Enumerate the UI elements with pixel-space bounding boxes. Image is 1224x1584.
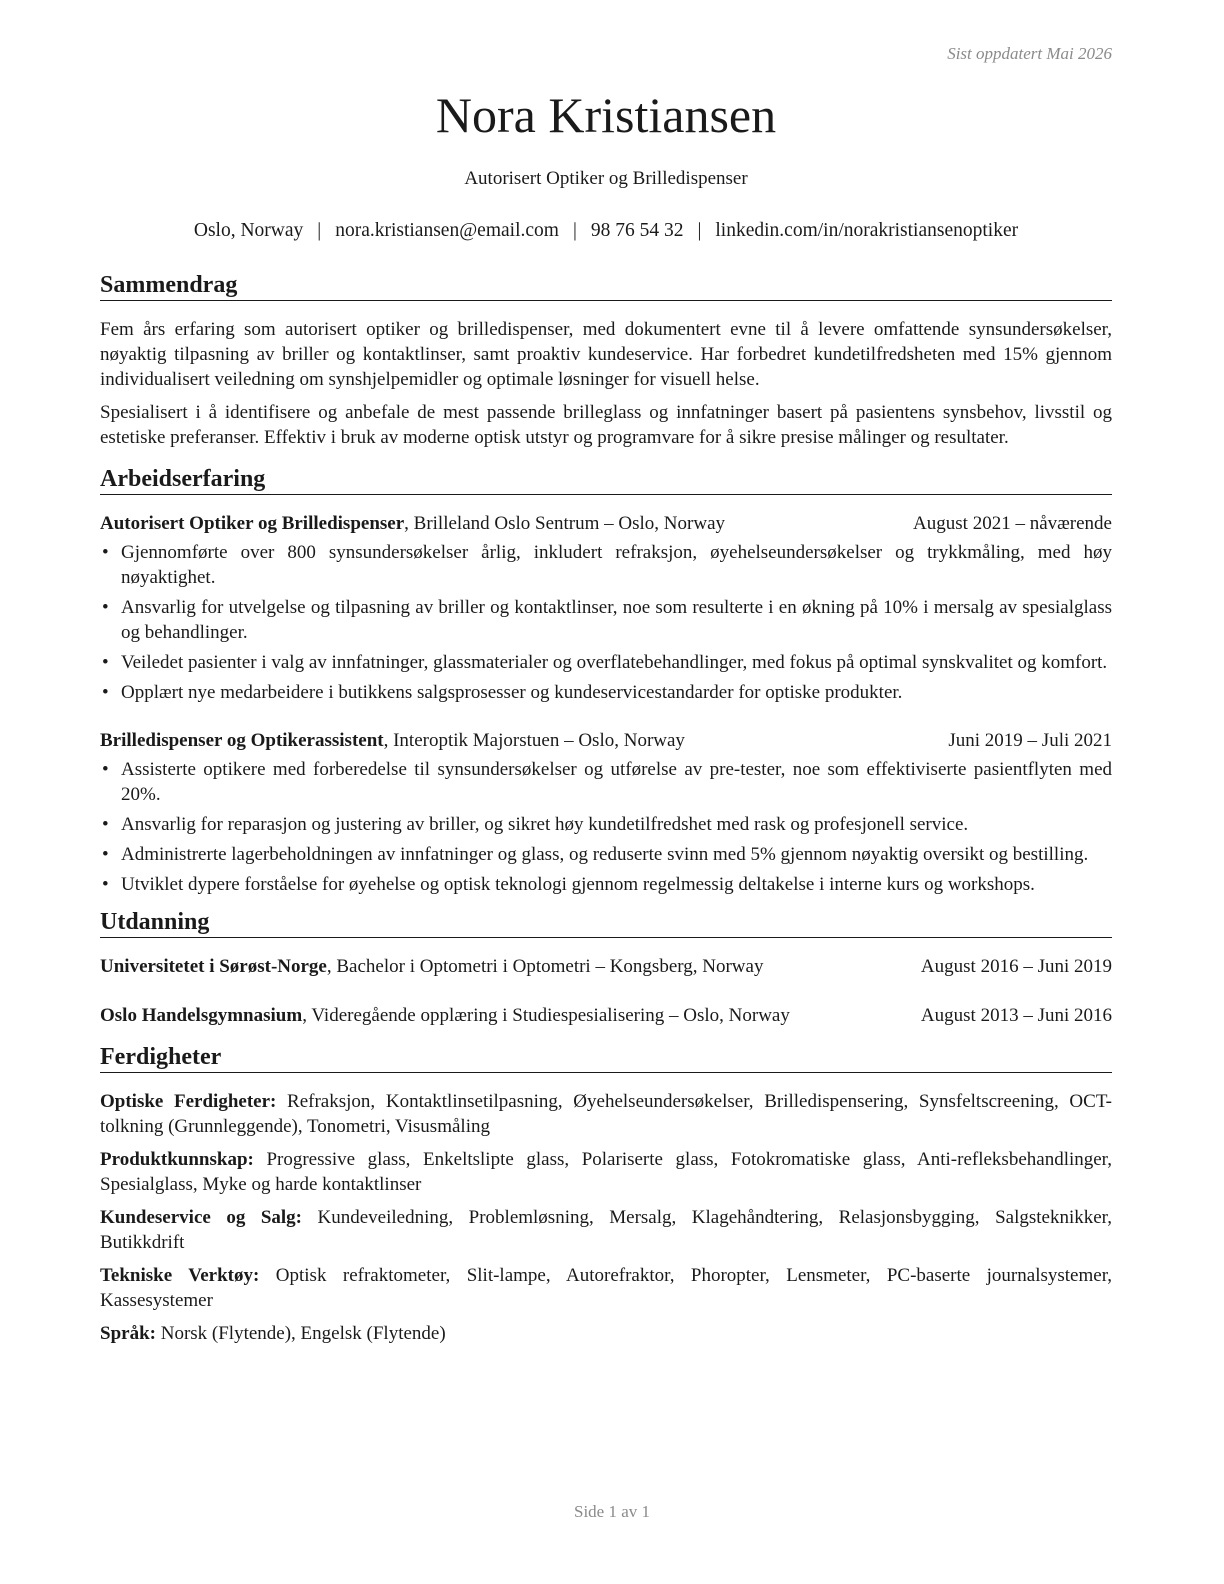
skill-label: Optiske Ferdigheter: bbox=[100, 1091, 277, 1112]
skill-label: Kundeservice og Salg: bbox=[100, 1207, 303, 1228]
job-position bbox=[100, 728, 685, 753]
contact-phone[interactable]: 98 76 54 32 bbox=[590, 220, 684, 241]
summary-paragraph: Fem års erfaring som autorisert optiker og brilledispenser, med dokumentert evne til å levere omfattende synsundersøkelser, nøyaktig tilpasning av briller og kontaktlinser, samt proaktiv kundeservice. Har forbedret kundetilfredsheten med 15% gjennom individualisert veiledning om synshjelpemidler og optimale løsninger for visuell helse. bbox=[100, 319, 1112, 390]
skill-list: Optisk refraktometer, Slit-lampe, Autorefraktor, Phoropter, Lensmeter, PC-baserte journalsystemer, Kassesystemer bbox=[100, 1265, 1113, 1311]
skill-list: Kundeveiledning, Problemløsning, Mersalg, Klagehåndtering, Relasjonsbygging, Salgsteknikker, Butikkdrift bbox=[100, 1207, 1112, 1253]
skill-group bbox=[100, 1205, 1112, 1255]
job-employer: , Brilleland Oslo Sentrum – Oslo, Norway bbox=[404, 513, 726, 534]
skill-group bbox=[100, 1321, 1112, 1346]
job-bullets bbox=[100, 757, 1112, 897]
degree-detail: , Videregående opplæring i Studiespesialisering – Oslo, Norway bbox=[302, 1005, 790, 1026]
degree-detail: , Bachelor i Optometri i Optometri – Kongsberg, Norway bbox=[326, 956, 764, 977]
skill-label: Produktkunnskap: bbox=[100, 1149, 254, 1170]
summary-paragraph: Spesialisert i å identifisere og anbefale de mest passende brilleglass og innfatninger basert på pasientens synsbehov, livsstil og estetiske preferanser. Effektiv i bruk av moderne optisk utstyr og programvare for å sikre presise målinger og resultater. bbox=[100, 402, 1112, 448]
list-item: • Gjennomførte over 800 synsundersøkelser årlig, inkludert refraksjon, øyehelseundersøkelser og trykkmåling, med høy nøyaktighet. bbox=[100, 540, 1112, 590]
education-dates: August 2016 – Juni 2019 bbox=[920, 956, 1112, 977]
skill-label: Språk: bbox=[100, 1323, 156, 1344]
skill-list: Progressive glass, Enkeltslipte glass, Polariserte glass, Fotokromatiske glass, Anti-refleksbehandlinger, Spesialglass, Myke og harde kontaktlinser bbox=[100, 1149, 1112, 1195]
education-info bbox=[100, 954, 763, 979]
job-position bbox=[100, 511, 725, 536]
summary-section bbox=[100, 270, 1112, 450]
section-heading: Arbeidserfaring bbox=[100, 464, 1112, 495]
resume-content bbox=[100, 270, 1112, 1354]
contact-linkedin[interactable]: linkedin.com/in/norakristiansenoptiker bbox=[715, 220, 1019, 241]
section-heading: Ferdigheter bbox=[100, 1042, 1112, 1073]
contact-separator: | bbox=[697, 220, 702, 241]
experience-section bbox=[100, 464, 1112, 897]
list-item: • Opplært nye medarbeidere i butikkens salgsprosesser og kundeservicestandarder for optiske produkter. bbox=[100, 680, 1112, 705]
job-dates: August 2021 – nåværende bbox=[913, 513, 1112, 534]
job-title: Autorisert Optiker og Brilledispenser bbox=[100, 513, 405, 534]
skill-group bbox=[100, 1089, 1112, 1139]
skill-group bbox=[100, 1147, 1112, 1197]
last-updated-note: Sist oppdatert Mai 2026 bbox=[947, 44, 1112, 63]
list-item: • Administrerte lagerbeholdningen av innfatninger og glass, og reduserte svinn med 5% gjennom nøyaktig oversikt og bestilling. bbox=[100, 842, 1112, 867]
list-item: • Veiledet pasienter i valg av innfatninger, glassmaterialer og overflatebehandlinger, med fokus på optimal synskvalitet og komfort. bbox=[100, 650, 1112, 675]
skill-label: Tekniske Verktøy: bbox=[100, 1265, 260, 1286]
job-entry bbox=[100, 511, 1112, 705]
education-entry bbox=[100, 954, 1112, 979]
job-dates: Juni 2019 – Juli 2021 bbox=[948, 730, 1112, 751]
education-info bbox=[100, 1003, 790, 1028]
contact-separator: | bbox=[317, 220, 322, 241]
education-dates: August 2013 – Juni 2016 bbox=[920, 1005, 1112, 1026]
section-heading: Utdanning bbox=[100, 907, 1112, 938]
section-heading: Sammendrag bbox=[100, 270, 1112, 301]
job-entry bbox=[100, 728, 1112, 897]
candidate-role: Autorisert Optiker og Brilledispenser bbox=[464, 168, 748, 189]
contact-separator: | bbox=[572, 220, 577, 241]
school-name: Oslo Handelsgymnasium bbox=[100, 1005, 303, 1026]
contact-location: Oslo, Norway bbox=[193, 220, 304, 241]
skill-list: Norsk (Flytende), Engelsk (Flytende) bbox=[155, 1323, 446, 1344]
skill-group bbox=[100, 1263, 1112, 1313]
contact-email[interactable]: nora.kristiansen@email.com bbox=[335, 220, 559, 241]
page-number: Side 1 av 1 bbox=[573, 1502, 651, 1521]
list-item: • Ansvarlig for reparasjon og justering av briller, og sikret høy kundetilfredshet med rask og profesjonell service. bbox=[100, 812, 1112, 837]
education-section bbox=[100, 907, 1112, 1028]
education-entry bbox=[100, 1003, 1112, 1028]
list-item: • Ansvarlig for utvelgelse og tilpasning av briller og kontaktlinser, noe som resulterte i en økning på 10% i mersalg av spesialglass og behandlinger. bbox=[100, 595, 1112, 645]
list-item: • Utviklet dypere forståelse for øyehelse og optisk teknologi gjennom regelmessig deltakelse i interne kurs og workshops. bbox=[100, 872, 1112, 897]
skill-list: Refraksjon, Kontaktlinsetilpasning, Øyehelseundersøkelser, Brilledispensering, Synsfeltscreening, OCT-tolkning (Grunnleggende), Tonometri, Visusmåling bbox=[100, 1091, 1113, 1137]
skills-section bbox=[100, 1042, 1112, 1346]
list-item: • Assisterte optikere med forberedelse til synsundersøkelser og utførelse av pre-tester, noe som effektiviserte pasientflyten med 20%. bbox=[100, 757, 1112, 807]
job-header bbox=[100, 728, 1112, 753]
job-title: Brilledispenser og Optikerassistent bbox=[100, 730, 384, 751]
contact-line bbox=[100, 220, 1112, 242]
job-bullets bbox=[100, 540, 1112, 705]
school-name: Universitetet i Sørøst-Norge bbox=[100, 956, 327, 977]
candidate-name: Nora Kristiansen bbox=[435, 87, 777, 143]
job-header bbox=[100, 511, 1112, 536]
job-employer: , Interoptik Majorstuen – Oslo, Norway bbox=[383, 730, 685, 751]
